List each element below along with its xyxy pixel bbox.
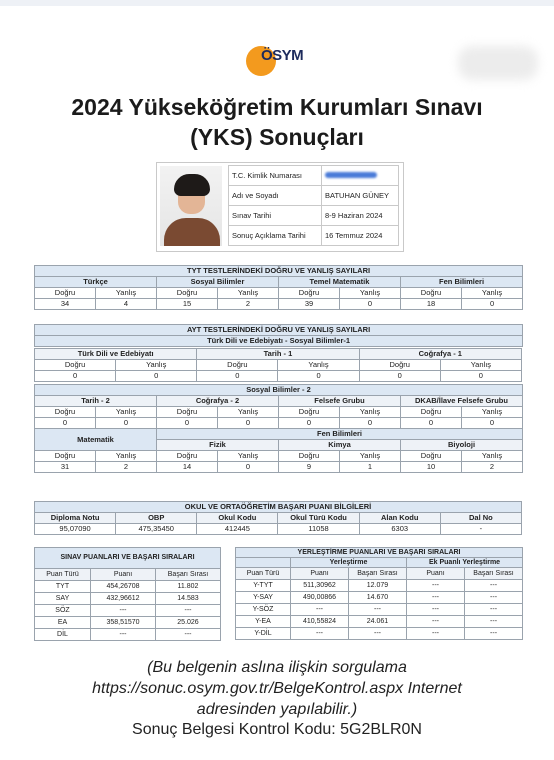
tyt-subject: Sosyal Bilimler <box>157 277 279 288</box>
tc-value <box>322 166 399 186</box>
tyt-value: 39 <box>279 299 340 310</box>
exam-date-label: Sınav Tarihi <box>229 206 322 226</box>
ayt-subject: Tarih - 2 <box>35 396 157 407</box>
scores-cell: --- <box>156 605 221 617</box>
tyt-subject: Temel Matematik <box>279 277 401 288</box>
placement-cell: Y-SAY <box>236 592 291 604</box>
scores-cell: 454,26708 <box>91 581 156 593</box>
school-value: 6303 <box>359 524 440 535</box>
ayt-subject: Tarih - 1 <box>197 349 359 360</box>
placement-cell: --- <box>407 616 465 628</box>
ayt-value: 0 <box>35 371 116 382</box>
school-value: - <box>440 524 521 535</box>
redacted-mark <box>325 172 377 178</box>
yanlis-label: Yanlış <box>218 407 279 418</box>
tyt-subject: Fen Bilimleri <box>401 277 523 288</box>
footer-line1: (Bu belgenin aslına ilişkin sorgulama <box>147 659 407 676</box>
tyt-title: TYT TESTLERİNDEKİ DOĞRU VE YANLIŞ SAYILARI <box>35 266 523 277</box>
scores-cell: --- <box>91 605 156 617</box>
tyt-subject: Türkçe <box>35 277 157 288</box>
footer-url-line: https://sonuc.osym.gov.tr/BelgeKontrol.aspx Internet <box>92 680 462 697</box>
placement-cell: Y-DİL <box>236 628 291 640</box>
placement-sub2: Ek Puanlı Yerleştirme <box>407 558 523 568</box>
name-label: Adı ve Soyadı <box>229 186 322 206</box>
yanlis-label: Yanlış <box>340 407 401 418</box>
school-header: Dal No <box>440 513 521 524</box>
ayt-value: 0 <box>401 418 462 429</box>
scores-cell: --- <box>156 629 221 641</box>
scores-header: Puan Türü <box>35 569 91 581</box>
ayt-value: 1 <box>340 462 401 473</box>
placement-cell: --- <box>349 604 407 616</box>
top-bar <box>0 0 554 6</box>
ayt-subject: Coğrafya - 2 <box>157 396 279 407</box>
ayt-group2-table <box>34 384 523 473</box>
scores-title: SINAV PUANLARI VE BAŞARI SIRALARI <box>35 548 221 569</box>
dogru-label: Doğru <box>359 360 440 371</box>
tyt-value: 34 <box>35 299 96 310</box>
tyt-value: 0 <box>462 299 523 310</box>
placement-cell: Y-SÖZ <box>236 604 291 616</box>
ayt-value: 0 <box>279 418 340 429</box>
school-header: Alan Kodu <box>359 513 440 524</box>
placement-cell: --- <box>407 592 465 604</box>
ayt-value: 2 <box>462 462 523 473</box>
placement-cell: Y-TYT <box>236 580 291 592</box>
school-header: Okul Türü Kodu <box>278 513 359 524</box>
ayt-value: 0 <box>157 418 218 429</box>
ayt-group1-table <box>34 348 522 382</box>
result-date-value: 16 Temmuz 2024 <box>322 226 399 246</box>
page-title-line2: (YKS) Sonuçları <box>190 124 364 150</box>
yanlis-label: Yanlış <box>440 360 521 371</box>
scores-cell: 11.802 <box>156 581 221 593</box>
ayt-value: 0 <box>359 371 440 382</box>
placement-cell: --- <box>407 580 465 592</box>
scores-header: Başarı Sırası <box>156 569 221 581</box>
dogru-label: Doğru <box>279 451 340 462</box>
ayt-value: 31 <box>35 462 96 473</box>
candidate-info-box <box>156 162 404 252</box>
dogru-label: Doğru <box>279 407 340 418</box>
scores-cell: 432,96612 <box>91 593 156 605</box>
dogru-label: Doğru <box>197 360 278 371</box>
ayt-subject: Kimya <box>279 440 401 451</box>
placement-cell: 24.061 <box>349 616 407 628</box>
placement-header: Puanı <box>291 568 349 580</box>
tyt-value: 2 <box>218 299 279 310</box>
yanlis-label: Yanlış <box>462 451 523 462</box>
placement-header: Puan Türü <box>236 568 291 580</box>
control-code: Sonuç Belgesi Kontrol Kodu: 5G2BLR0N <box>132 721 422 738</box>
ayt-value: 0 <box>440 371 521 382</box>
ayt-subject: Fizik <box>157 440 279 451</box>
ayt-value: 10 <box>401 462 462 473</box>
tyt-value: 0 <box>340 299 401 310</box>
ayt-value: 0 <box>340 418 401 429</box>
placement-title: YERLEŞTİRME PUANLARI VE BAŞARI SIRALARI <box>236 548 523 558</box>
candidate-info-table <box>228 165 399 246</box>
scores-table <box>34 547 221 641</box>
school-value: 95,07090 <box>35 524 116 535</box>
ayt-value: 9 <box>279 462 340 473</box>
page-title-line1: 2024 Yükseköğretim Kurumları Sınavı <box>71 94 483 120</box>
school-header: Diploma Notu <box>35 513 116 524</box>
dogru-label: Doğru <box>157 288 218 299</box>
yanlis-label: Yanlış <box>340 288 401 299</box>
placement-sub1: Yerleştirme <box>291 558 407 568</box>
dogru-label: Doğru <box>401 288 462 299</box>
placement-cell: --- <box>291 628 349 640</box>
scores-cell: EA <box>35 617 91 629</box>
yanlis-label: Yanlış <box>218 288 279 299</box>
osym-logo <box>246 44 304 78</box>
placement-cell: --- <box>465 580 523 592</box>
ayt-table <box>34 324 523 347</box>
dogru-label: Doğru <box>157 451 218 462</box>
placement-cell: 12.079 <box>349 580 407 592</box>
yanlis-label: Yanlış <box>340 451 401 462</box>
placement-table <box>235 547 523 640</box>
school-header: Okul Kodu <box>197 513 278 524</box>
tyt-table <box>34 265 523 310</box>
ayt-title: AYT TESTLERİNDEKİ DOĞRU VE YANLIŞ SAYILARI <box>35 325 523 336</box>
school-header: OBP <box>116 513 197 524</box>
placement-header: Puanı <box>407 568 465 580</box>
ayt-subject: Felsefe Grubu <box>279 396 401 407</box>
ayt-value: 0 <box>218 418 279 429</box>
placement-cell: --- <box>465 604 523 616</box>
placement-cell: 410,55824 <box>291 616 349 628</box>
yanlis-label: Yanlış <box>278 360 359 371</box>
ayt-subject: Türk Dili ve Edebiyatı <box>35 349 197 360</box>
scores-cell: 25.026 <box>156 617 221 629</box>
tc-label: T.C. Kimlik Numarası <box>229 166 322 186</box>
ayt-subject: Biyoloji <box>401 440 523 451</box>
footer-line3: adresinden yapılabilir.) <box>196 701 358 718</box>
yanlis-label: Yanlış <box>462 288 523 299</box>
school-value: 475,35450 <box>116 524 197 535</box>
scores-cell: DİL <box>35 629 91 641</box>
ayt-value: 14 <box>157 462 218 473</box>
ayt-value: 0 <box>218 462 279 473</box>
blurred-area <box>458 46 538 80</box>
ayt-value: 2 <box>96 462 157 473</box>
scores-cell: 358,51570 <box>91 617 156 629</box>
ayt-group2-title: Sosyal Bilimler - 2 <box>35 385 523 396</box>
dogru-label: Doğru <box>35 288 96 299</box>
yanlis-label: Yanlış <box>116 360 197 371</box>
placement-cell: Y-EA <box>236 616 291 628</box>
scores-cell: TYT <box>35 581 91 593</box>
yanlis-label: Yanlış <box>96 288 157 299</box>
ayt-subject: DKAB/İlave Felsefe Grubu <box>401 396 523 407</box>
dogru-label: Doğru <box>35 360 116 371</box>
ayt-value: 0 <box>96 418 157 429</box>
ayt-value: 0 <box>116 371 197 382</box>
scores-cell: SÖZ <box>35 605 91 617</box>
ayt-value: 0 <box>35 418 96 429</box>
dogru-label: Doğru <box>279 288 340 299</box>
placement-cell: --- <box>349 628 407 640</box>
ayt-value: 0 <box>197 371 278 382</box>
placement-cell: --- <box>407 604 465 616</box>
math-label: Matematik <box>35 429 157 451</box>
yanlis-label: Yanlış <box>96 451 157 462</box>
exam-date-value: 8-9 Haziran 2024 <box>322 206 399 226</box>
ayt-value: 0 <box>462 418 523 429</box>
result-date-label: Sonuç Açıklama Tarihi <box>229 226 322 246</box>
ayt-value: 0 <box>278 371 359 382</box>
tyt-value: 15 <box>157 299 218 310</box>
school-value: 11058 <box>278 524 359 535</box>
placement-cell: 511,30962 <box>291 580 349 592</box>
placement-cell: --- <box>407 628 465 640</box>
logo-text: ÖSYM <box>261 47 304 64</box>
placement-cell: 14.670 <box>349 592 407 604</box>
placement-header: Başarı Sırası <box>349 568 407 580</box>
candidate-photo <box>160 166 222 246</box>
placement-cell: --- <box>465 628 523 640</box>
scores-header: Puanı <box>91 569 156 581</box>
dogru-label: Doğru <box>401 451 462 462</box>
scores-cell: --- <box>91 629 156 641</box>
placement-cell: --- <box>465 616 523 628</box>
ayt-subject: Coğrafya - 1 <box>359 349 521 360</box>
scores-cell: SAY <box>35 593 91 605</box>
dogru-label: Doğru <box>35 451 96 462</box>
scores-cell: 14.583 <box>156 593 221 605</box>
school-table <box>34 501 522 535</box>
school-title: OKUL VE ORTAÖĞRETİM BAŞARI PUANI BİLGİLERİ <box>35 502 522 513</box>
name-value: BATUHAN GÜNEY <box>322 186 399 206</box>
dogru-label: Doğru <box>35 407 96 418</box>
placement-cell: 490,00866 <box>291 592 349 604</box>
placement-cell: --- <box>291 604 349 616</box>
yanlis-label: Yanlış <box>96 407 157 418</box>
tyt-value: 4 <box>96 299 157 310</box>
ayt-group1-title: Türk Dili ve Edebiyatı - Sosyal Bilimler-1 <box>35 336 523 347</box>
placement-header: Başarı Sırası <box>465 568 523 580</box>
tyt-value: 18 <box>401 299 462 310</box>
dogru-label: Doğru <box>157 407 218 418</box>
dogru-label: Doğru <box>401 407 462 418</box>
yanlis-label: Yanlış <box>218 451 279 462</box>
yanlis-label: Yanlış <box>462 407 523 418</box>
placement-cell: --- <box>465 592 523 604</box>
school-value: 412445 <box>197 524 278 535</box>
science-title: Fen Bilimleri <box>157 429 523 440</box>
